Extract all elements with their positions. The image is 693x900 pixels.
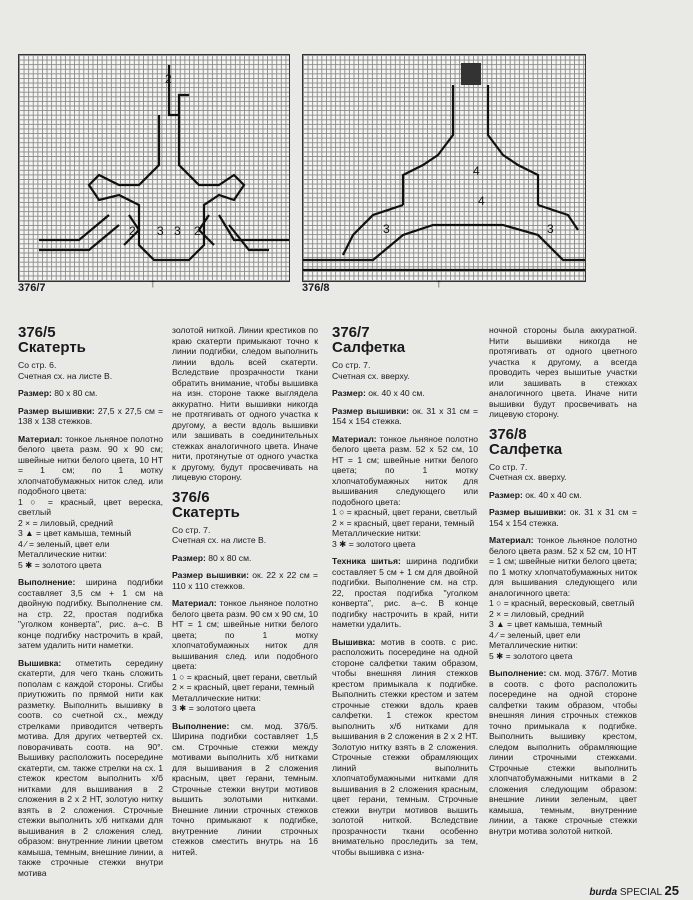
emb-size-label: Размер вышивки: <box>18 405 95 416</box>
column-376-5 <box>18 325 163 885</box>
continued-text: ночной стороны была аккуратной. Нити вышивки никогда не протягивать от одного цветного участка к другому, а всегда проводить через вышитые участки или зашивать в стежках аналогичного цвета. Иначе нити вышивки будут просвечивать на лицевую сторону. <box>489 325 637 419</box>
emb-size-label: Размер вышивки: <box>489 507 567 517</box>
svg-text:3: 3 <box>383 222 390 236</box>
source-line: Со стр. 7. <box>172 524 211 535</box>
metallic-label: Металлические нитки: <box>332 528 421 538</box>
chart-motif-376-8 <box>303 55 585 281</box>
emb-size-value: ок. 31 х 31 см = 154 х 154 стежка. <box>489 507 637 528</box>
chart-ref: Счетная сх. вверху. <box>489 472 567 482</box>
embroidery-text: мотив в соотв. с рис. расположить посередине на одной стороне салфетки таким образом, чтобы внешняя линия стежков крестом примыкала к подгибке. Выполнить стежки крестом и затем строчные стежки вдоль краев салфетки. 1 стежок крестом выполнить х/б нитками для вышивания в 2 сложения в 2 х 2 НТ. Золотую нитку взять в 2 сложения. Строчные стежки обрамляющих линий выполнить хлопчатобумажными нитками для вышивания в 2 сложения красным, цвет герани, темным. Строчные стежки внутри мотивов вышить золотой ниткой. Вследствие прозрачности ткани особенно внимательно проследить за тем, чтобы вышивка с изна- <box>332 636 478 857</box>
color-key-3: 3 ✱ = золотого цвета <box>332 538 416 549</box>
color-key-4: 4 ⁄ = зеленый, цвет ели <box>489 629 581 640</box>
chart-label-376-8: 376/8 <box>302 282 330 294</box>
work-label: Выполнение: <box>172 720 230 731</box>
model-code: 376/6 <box>172 488 210 506</box>
size-value: ок. 40 х 40 см. <box>365 388 425 398</box>
color-key-3: 3 ▲ = цвет камыша, темный <box>489 619 603 629</box>
work-label: Выполнение: <box>489 668 547 678</box>
color-key-1: 1 ○ = красный, цвет вереска, светлый <box>18 496 163 517</box>
color-key-2: 2 × = красный, цвет герани, темный <box>332 517 475 528</box>
emb-size-label: Размер вышивки: <box>172 570 249 580</box>
continued-text: золотой ниткой. Линии крестиков по краю скатерти примыкают точно к линии подгибки, следом выполнить линии вдоль всей скатерти. Вследствие прозрачности ткани обратить внимание, чтобы вышивка на изн. стороне также выглядела аккуратно. Нити вышивки никогда не протягивать от одного участка к другому, а вести вдоль вышивки или зашивать в соединительных стежках аналогичного цвета. Иначе нити, протянутые от одного участка к другому, будут просвечивать на лицевую сторону. <box>172 325 318 482</box>
model-title: Скатерть <box>172 503 240 521</box>
model-title: Салфетка <box>489 440 563 458</box>
emb-size-value: 27,5 х 27,5 см = 138 х 138 стежков. <box>18 405 163 426</box>
chart-ref: Счетная сх. вверху. <box>332 370 410 381</box>
svg-text:3: 3 <box>174 224 181 238</box>
brand-logo: burda <box>589 887 618 898</box>
source-line: Со стр. 7. <box>489 461 528 472</box>
metallic-label: Металлические нитки: <box>489 640 578 650</box>
chart-motif-376-7 <box>19 55 289 281</box>
color-key-2: 2 × = красный, цвет герани, темный <box>172 682 315 692</box>
material-text: тонкое льняное полотно белого цвета разм. 90 х 90 см; швейные нитки белого цвета, 10 НТ = 1 см; по 1 мотку хлопчатобумажных ниток след. или подобного цвета: <box>18 433 163 496</box>
svg-text:3: 3 <box>157 224 164 238</box>
chart-ref: Счетная сх. на листе В. <box>172 535 267 545</box>
metallic-label: Металлические нитки: <box>172 692 261 703</box>
emb-size-value: ок. 22 х 22 см = 110 х 110 стежков. <box>172 570 318 591</box>
embroidery-label: Вышивка: <box>332 636 376 647</box>
color-key-2: 2 × = лиловый, средний <box>18 517 114 528</box>
material-label: Материал: <box>332 433 377 444</box>
page-number: 25 <box>664 883 679 898</box>
size-label: Размер: <box>18 388 52 398</box>
model-code: 376/5 <box>18 324 56 341</box>
embroidery-label: Вышивка: <box>18 657 62 668</box>
column-376-7 <box>332 325 478 864</box>
color-key-3: 3 ✱ = золотого цвета <box>172 703 256 713</box>
material-label: Материал: <box>489 535 534 545</box>
size-value: 80 х 80 см. <box>205 552 252 563</box>
work-label: Выполнение: <box>18 577 76 587</box>
column-376-8 <box>489 325 637 843</box>
work-text: см. мод. 376/7. Мотив в соотв. с фото расположить посередине на одной стороне салфетки таким образом, чтобы внешняя линия строчных стежков точно примыкала к подгибке. Выполнить вышивку крестом, следом выполнить обрамляющие линии строчными стежками. Строчные стежки выполнить хлопчатобумажными нитками в 2 сложения следующим образом: внешние линии зеленым, цвет камыша, темным, внутренние линии, а также строчные стежки внутри мотива золотой ниткой. <box>489 668 637 836</box>
material-text: тонкое льняное полотно белого цвета разм. 52 х 52 см, 10 НТ = 1 см; швейные нитки белого цвета; по 1 мотку хлопчатобумажных ниток для вышивания следующего или подобного цвета: <box>332 433 478 507</box>
emb-size-label: Размер вышивки: <box>332 405 409 416</box>
size-label: Размер: <box>489 489 523 500</box>
metallic-label: Металлические нитки: <box>18 549 107 559</box>
color-key-4: 4 ⁄ = зеленый, цвет ели <box>18 538 110 549</box>
stitch-chart-376-8 <box>302 54 586 282</box>
special-label: SPECIAL <box>619 887 662 898</box>
svg-text:4: 4 <box>478 194 485 208</box>
color-key-2: 2 × = лиловый, средний <box>489 608 585 619</box>
size-label: Размер: <box>332 388 366 398</box>
color-key-5: 5 ✱ = золотого цвета <box>18 559 102 570</box>
work-text: см. мод. 376/5. Ширина подгибки составляет 1,5 см. Строчные стежки между мотивами выполнить х/б нитками для вышивания в 2 сложения красным, цвет герани, темным. Строчные стежки внутри мотивов вышить золотыми нитками. Внешние линии строчных стежков точно примыкают к подгибке, внутренние линии строчных стежков сместить внутрь на 16 нитей. <box>172 720 318 857</box>
model-code: 376/7 <box>332 324 370 341</box>
model-title: Салфетка <box>332 339 406 356</box>
material-label: Материал: <box>18 433 63 444</box>
material-label: Материал: <box>172 598 217 608</box>
model-code: 376/8 <box>489 425 527 443</box>
color-key-1: 1 ○ = красный, вересковый, светлый <box>489 598 635 608</box>
gold-block <box>461 63 481 85</box>
size-value: ок. 40 х 40 см. <box>522 489 582 500</box>
chart-label-376-7: 376/7 <box>18 282 46 294</box>
size-value: 80 х 80 см. <box>51 388 98 398</box>
size-label: Размер: <box>172 552 206 563</box>
svg-text:3: 3 <box>547 222 554 236</box>
technique-text: ширина подгибки составляет 5 см + 1 см для двойной подгибки. Выполнение см. на стр. 22, простая подгибка "уголком конверта", рис. а–с. В конце подгибку настрочить в край, нити наметки удалить. <box>332 556 478 629</box>
svg-text:4: 4 <box>473 164 480 178</box>
color-key-5: 5 ✱ = золотого цвета <box>489 650 573 661</box>
svg-text:2: 2 <box>194 224 201 238</box>
page-footer <box>589 883 679 898</box>
center-arrow-2: ↑ <box>436 276 442 290</box>
column-376-6 <box>172 325 318 864</box>
embroidery-text: отметить середину скатерти, для чего ткань сложить пополам с каждой стороны. Сгибы приутюжить по прямой нити как разметку. Выполнить вышивку в соотв. со счетной сх., между стрелками приводится четверть мотива. Для других четвертей сх. поворачивать соотв. на 90°. Вышивку расположить посередине скатерти, см. также стрелки на сх. 1 стежок крестом выполнить х/б нитками для вышивания в 2 сложения в 2 х 2 НТ, золотую нитку взять в 2 сложения. Строчные стежки выполнить х/б нитками для вышивания в 2 сложения след. образом: внутренние линии цветом камыша, темным, внешние линии, а также строчные стежки внутри мотива <box>18 657 163 878</box>
technique-label: Техника шитья: <box>332 556 401 566</box>
color-key-1: 1 ○ = красный, цвет герани, светлый <box>332 507 478 517</box>
center-arrow-1: ↑ <box>150 276 156 290</box>
source-line: Со стр. 6. <box>18 360 57 370</box>
color-key-1: 1 ○ = красный, цвет герани, светлый <box>172 671 318 682</box>
color-key-3: 3 ▲ = цвет камыша, темный <box>18 528 132 538</box>
svg-text:2: 2 <box>165 72 172 86</box>
material-text: тонкое льняное полотно белого цвета разм. 52 х 52 см, 10 НТ = 1 см; швейные нитки белого цвета; по 1 мотку хлопчатобумажных ниток для вышивания следующего или аналогичного цвета: <box>489 535 637 598</box>
stitch-chart-376-7 <box>18 54 290 282</box>
model-title: Скатерть <box>18 339 86 356</box>
source-line: Со стр. 7. <box>332 360 371 370</box>
work-text: ширина подгибки составляет 3,5 см + 1 см на двойную подгибку. Выполнение см. на стр. 22, простая подгибка "уголком конверта", рис. а–с. В конце подгибку настрочить в край, затем удалить нити наметки. <box>18 577 163 650</box>
material-text: тонкое льняное полотно белого цвета разм. 90 см х 90 см, 10 НТ = 1 см; швейные нитки белого цвета; по 1 мотку хлопчатобумажных ниток для вышивания след. или подобного цвета: <box>172 598 319 671</box>
svg-text:2: 2 <box>129 224 136 238</box>
emb-size-value: ок. 31 х 31 см = 154 х 154 стежка. <box>332 405 478 426</box>
chart-ref: Счетная сх. на листе В. <box>18 370 113 381</box>
